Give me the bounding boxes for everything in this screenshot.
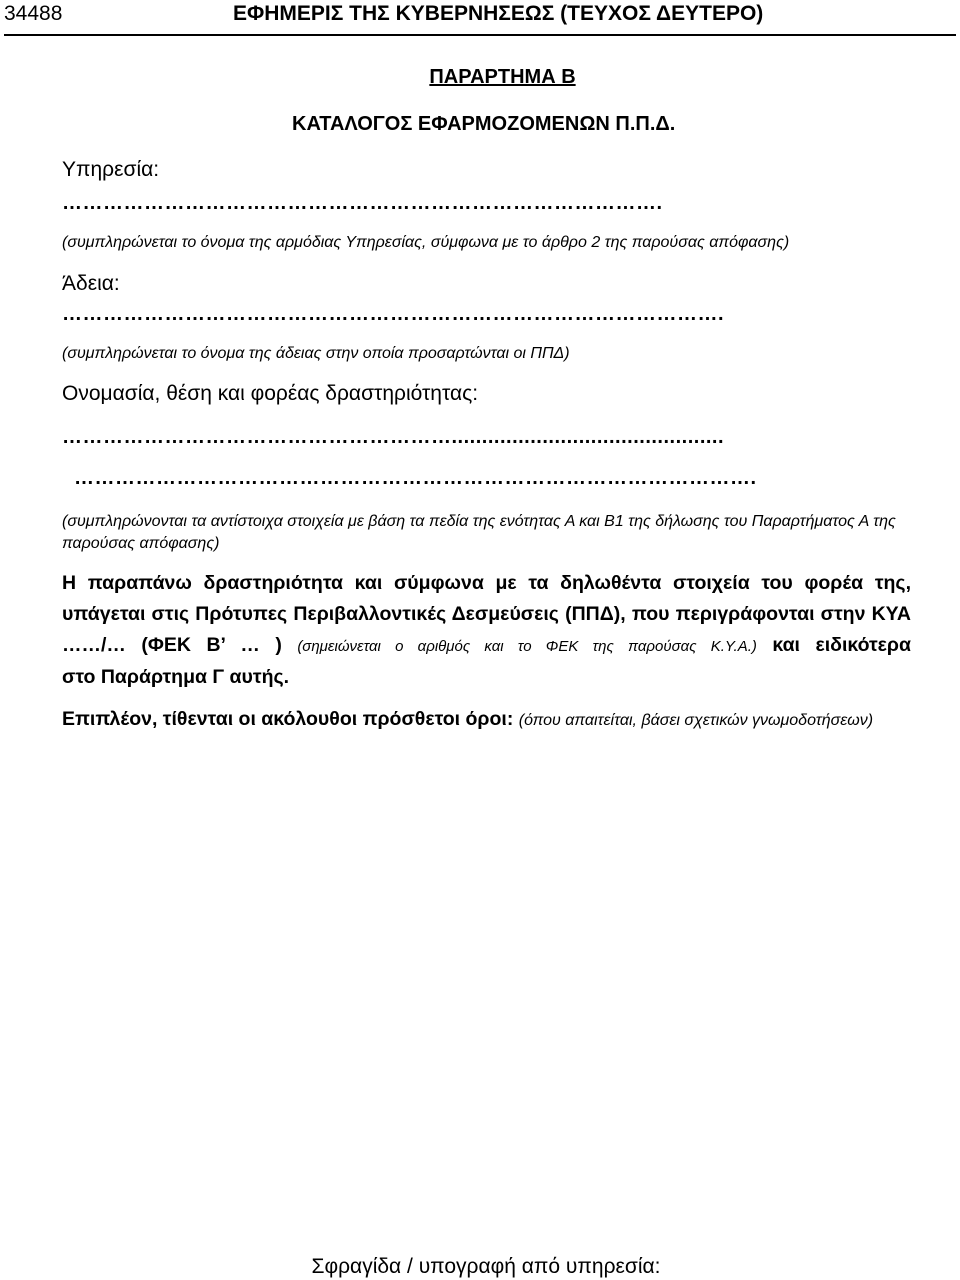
service-fill-line: ……………………………………………………………………………. [62,192,663,214]
signature-line: Σφραγίδα / υπογραφή από υπηρεσία: [311,1255,661,1278]
page-header [0,0,960,34]
service-label: Υπηρεσία: [62,158,160,181]
catalog-title: ΚΑΤΑΛΟΓΟΣ ΕΦΑΡΜΟΖΟΜΕΝΩΝ Π.Π.Δ. [292,113,676,135]
service-note: (συμπληρώνεται το όνομα της αρμόδιας Υπηρεσίας, σύμφωνα με το άρθρο 2 της παρούσας απόφασης) [62,234,790,251]
activity-note: (συμπληρώνονται τα αντίστοιχα στοιχεία με βάση τα πεδία της ενότητας Α και Β1 της δήλωσης του Παραρτήματος Α της παρούσας απόφασης) [62,513,896,552]
statement-text-cont: και ειδικότερα [772,634,911,656]
permit-label: Άδεια: [62,272,120,295]
statement-text: Η παραπάνω δραστηριότητα και σύμφωνα με τα δηλωθέντα στοιχεία του φορέα της, υπάγεται στις Πρότυπες Περιβαλλοντικές Δεσμεύσεις (ΠΠΔ), που περιγράφονται στην ΚΥΑ ……/… (ΦΕΚ Β’ … ) [62,572,911,656]
further-terms-label: Επιπλέον, τίθενται οι ακόλουθοι πρόσθετοι όροι: [62,708,514,730]
page-number: 34488 [4,2,63,25]
permit-fill-line: ……………………………………………………………………………………. [62,303,725,325]
statement-text-end: στο Παράρτημα Γ αυτής. [62,666,290,688]
further-terms-note: (όπου απαιτείται, βάσει σχετικών γνωμοδοτήσεων) [518,712,874,729]
further-terms [62,708,873,731]
statement-note: (σημειώνεται ο αριθμός και το ΦΕΚ της παρούσας Κ.Υ.Α.) [297,638,757,655]
activity-label: Ονομασία, θέση και φορέας δραστηριότητας: [62,382,479,405]
statement-paragraph [62,568,911,693]
permit-note: (συμπληρώνεται το όνομα της άδειας στην οποία προσαρτώνται οι ΠΠΔ) [62,345,570,362]
activity-fill-line-1: …………………………………………………............................................. [62,426,725,448]
activity-fill-line-2: ………………………………………………………………………………………. [74,467,757,489]
annex-title: ΠΑΡΑΡΤΗΜΑ Β [429,66,576,88]
header-divider [4,34,956,36]
gazette-title: ΕΦΗΜΕΡΙΣ ΤΗΣ ΚΥΒΕΡΝΗΣΕΩΣ (ΤΕΥΧΟΣ ΔΕΥΤΕΡΟ) [233,2,764,25]
